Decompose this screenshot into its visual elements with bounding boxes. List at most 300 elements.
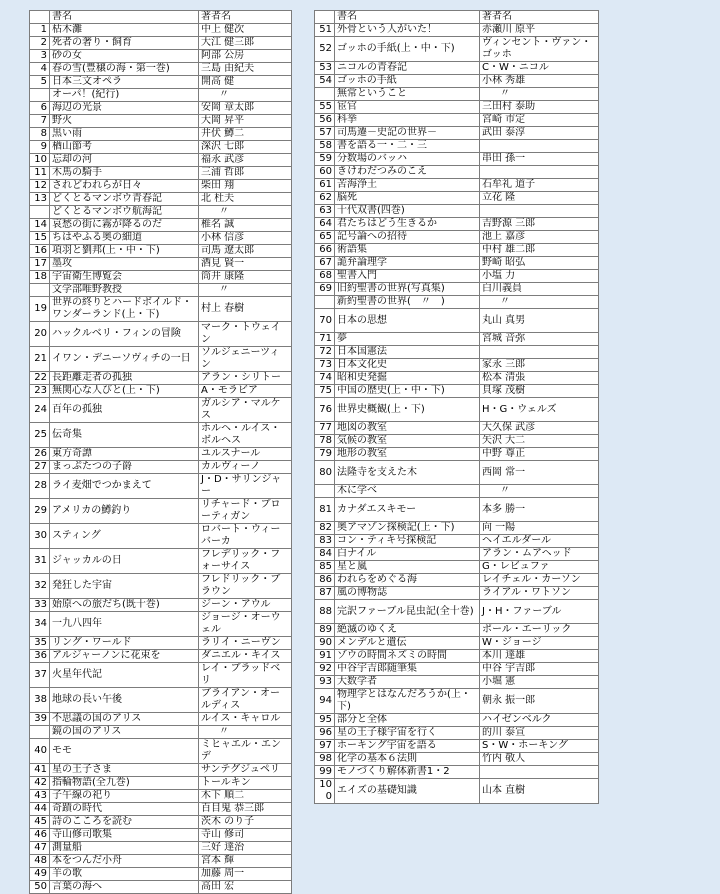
book-title: 詩のこころを読む xyxy=(50,816,199,829)
row-number: 35 xyxy=(30,637,50,650)
row-number: 26 xyxy=(30,448,50,461)
table-row xyxy=(315,244,599,257)
row-number: 94 xyxy=(315,689,335,714)
book-author: レイチェル・カーソン xyxy=(480,574,599,587)
book-author: 大岡 昇平 xyxy=(199,115,292,128)
row-number: 85 xyxy=(315,561,335,574)
row-number: 93 xyxy=(315,676,335,689)
table-row xyxy=(315,179,599,192)
book-title: 春の雪(豊穣の海・第一巻) xyxy=(50,63,199,76)
book-title: 旧約聖書の世界(写真集) xyxy=(335,283,480,296)
book-author: G・レビュファ xyxy=(480,561,599,574)
table-row xyxy=(315,385,599,398)
table-row xyxy=(30,868,292,881)
book-title: 日本国憲法 xyxy=(335,346,480,359)
row-number: 5 xyxy=(30,76,50,89)
row-number: 100 xyxy=(315,779,335,804)
book-title: 物理学とはなんだろうか(上・下) xyxy=(335,689,480,714)
book-title: 死者の奢り・飼育 xyxy=(50,37,199,50)
table-row xyxy=(30,423,292,448)
book-title: 大数学者 xyxy=(335,676,480,689)
table-row xyxy=(30,461,292,474)
row-number: 88 xyxy=(315,600,335,624)
table-row xyxy=(315,37,599,62)
book-title: 化学の基本６法則 xyxy=(335,753,480,766)
book-author: 三好 達治 xyxy=(199,842,292,855)
book-author: C・W・ニコル xyxy=(480,62,599,75)
book-author: 大久保 武彦 xyxy=(480,422,599,435)
row-number: 70 xyxy=(315,309,335,333)
book-author: 寺山 修司 xyxy=(199,829,292,842)
table-row xyxy=(30,663,292,688)
table-row xyxy=(315,637,599,650)
table-row xyxy=(315,398,599,422)
row-number: 3 xyxy=(30,50,50,63)
row-number: 81 xyxy=(315,498,335,522)
book-title: アルジャーノンに花束を xyxy=(50,650,199,663)
table-row xyxy=(315,296,599,309)
book-title: 夢 xyxy=(335,333,480,346)
book-author: S・W・ホーキング xyxy=(480,740,599,753)
book-author: 北 杜夫 xyxy=(199,193,292,206)
book-title: 星と嵐 xyxy=(335,561,480,574)
book-author: 貝塚 茂樹 xyxy=(480,385,599,398)
book-title: 聖書入門 xyxy=(335,270,480,283)
book-title: アメリカの鱒釣り xyxy=(50,499,199,524)
book-author: 家永 三郎 xyxy=(480,359,599,372)
row-number: 41 xyxy=(30,764,50,777)
row-number: 59 xyxy=(315,153,335,166)
book-title: 地図の教室 xyxy=(335,422,480,435)
book-title: 長距離走者の孤独 xyxy=(50,372,199,385)
book-author xyxy=(480,166,599,179)
book-title: 絶滅のゆくえ xyxy=(335,624,480,637)
row-number: 36 xyxy=(30,650,50,663)
book-author: 三島 由紀夫 xyxy=(199,63,292,76)
book-author: 小林 信彦 xyxy=(199,232,292,245)
book-title: 鏡の国のアリス xyxy=(50,726,199,739)
row-number: 10 xyxy=(30,154,50,167)
row-number: 21 xyxy=(30,347,50,372)
table-row xyxy=(30,574,292,599)
row-number: 76 xyxy=(315,398,335,422)
row-number: 72 xyxy=(315,346,335,359)
book-title: 奥アマゾン探検記(上・下) xyxy=(335,522,480,535)
row-number: 1 xyxy=(30,24,50,37)
table-row xyxy=(30,24,292,37)
book-title: 昭和史発掘 xyxy=(335,372,480,385)
book-title: 東方奇譚 xyxy=(50,448,199,461)
book-title: 星の王子様宇宙を行く xyxy=(335,727,480,740)
book-title: ゴッホの手紙 xyxy=(335,75,480,88)
book-author: ソルジェニーツィン xyxy=(199,347,292,372)
book-author: リチャード・ブローティガン xyxy=(199,499,292,524)
book-title: 書を語る一・二・三 xyxy=(335,140,480,153)
book-author: 本川 達雄 xyxy=(480,650,599,663)
table-row xyxy=(30,855,292,868)
book-author: 武田 泰淳 xyxy=(480,127,599,140)
book-title: 新約聖書の世界( 〃 ) xyxy=(335,296,480,309)
book-author: 〃 xyxy=(480,88,599,101)
row-number: 55 xyxy=(315,101,335,114)
book-title: モモ xyxy=(50,739,199,764)
table-row xyxy=(30,347,292,372)
row-number: 14 xyxy=(30,219,50,232)
book-author: 矢沢 大二 xyxy=(480,435,599,448)
table-row xyxy=(30,128,292,141)
book-title: 中国の歴史(上・中・下) xyxy=(335,385,480,398)
table-row xyxy=(30,167,292,180)
book-title: コン・ティキ号探検記 xyxy=(335,535,480,548)
row-number: 18 xyxy=(30,271,50,284)
book-title: 無常ということ xyxy=(335,88,480,101)
table-row xyxy=(30,816,292,829)
book-title: 部分と全体 xyxy=(335,714,480,727)
book-title: 発狂した宇宙 xyxy=(50,574,199,599)
book-title: 言葉の海へ xyxy=(50,881,199,894)
book-author: 松本 清張 xyxy=(480,372,599,385)
book-title: 無関心な人びと(上・下) xyxy=(50,385,199,398)
book-author: 中村 雄二郎 xyxy=(480,244,599,257)
row-number: 79 xyxy=(315,448,335,461)
table-row xyxy=(315,24,599,37)
table-row xyxy=(30,398,292,423)
book-author: ライアル・ワトソン xyxy=(480,587,599,600)
book-title: 野火 xyxy=(50,115,199,128)
book-title: ジャッカルの日 xyxy=(50,549,199,574)
table-row xyxy=(315,75,599,88)
book-author: 石牟礼 道子 xyxy=(480,179,599,192)
row-number: 23 xyxy=(30,385,50,398)
table-row xyxy=(315,689,599,714)
book-author: 木下 順二 xyxy=(199,790,292,803)
book-author: 柴田 翔 xyxy=(199,180,292,193)
book-author: 筒井 康隆 xyxy=(199,271,292,284)
row-number: 99 xyxy=(315,766,335,779)
row-number: 6 xyxy=(30,102,50,115)
table-row xyxy=(315,192,599,205)
book-title: どくとるマンボウ青春記 xyxy=(50,193,199,206)
book-author xyxy=(480,346,599,359)
table-row xyxy=(30,102,292,115)
book-author: 吉野源 三郎 xyxy=(480,218,599,231)
row-number: 61 xyxy=(315,179,335,192)
table-row xyxy=(315,535,599,548)
table-row xyxy=(30,842,292,855)
book-author: サンテグジュペリ xyxy=(199,764,292,777)
row-number xyxy=(30,89,50,102)
row-number: 71 xyxy=(315,333,335,346)
book-author: 阿部 公房 xyxy=(199,50,292,63)
table-row xyxy=(315,498,599,522)
header-title: 書名 xyxy=(50,11,199,24)
table-row xyxy=(315,740,599,753)
book-title: 外骨という人がいた！ xyxy=(335,24,480,37)
row-number: 82 xyxy=(315,522,335,535)
row-number: 4 xyxy=(30,63,50,76)
book-title: メンデルと遺伝 xyxy=(335,637,480,650)
book-author: 司馬 遼太郎 xyxy=(199,245,292,258)
table-row xyxy=(30,599,292,612)
book-author: 〃 xyxy=(199,89,292,102)
book-author: 井伏 鱒二 xyxy=(199,128,292,141)
table-row xyxy=(315,346,599,359)
book-author: 大江 健三郎 xyxy=(199,37,292,50)
row-number: 16 xyxy=(30,245,50,258)
book-author: フレドリック・ブラウン xyxy=(199,574,292,599)
book-title: 木馬の騎手 xyxy=(50,167,199,180)
row-number xyxy=(315,296,335,309)
table-row xyxy=(315,461,599,485)
row-number: 34 xyxy=(30,612,50,637)
row-number: 7 xyxy=(30,115,50,128)
table-row xyxy=(315,88,599,101)
book-title: 百年の孤独 xyxy=(50,398,199,423)
book-title: 科挙 xyxy=(335,114,480,127)
row-number xyxy=(315,485,335,498)
row-number: 50 xyxy=(30,881,50,894)
book-author: J・D・サリンジャー xyxy=(199,474,292,499)
table-row xyxy=(30,271,292,284)
row-number: 27 xyxy=(30,461,50,474)
book-title: 寺山修司歌集 xyxy=(50,829,199,842)
row-number xyxy=(30,206,50,219)
row-number: 83 xyxy=(315,535,335,548)
book-author: 西岡 常一 xyxy=(480,461,599,485)
row-number: 20 xyxy=(30,322,50,347)
book-author: 宮城 音弥 xyxy=(480,333,599,346)
table-row xyxy=(315,624,599,637)
book-title: 不思議の国のアリス xyxy=(50,713,199,726)
row-number: 13 xyxy=(30,193,50,206)
table-row xyxy=(315,62,599,75)
book-author: 三浦 哲郎 xyxy=(199,167,292,180)
header-number xyxy=(30,11,50,24)
row-number: 56 xyxy=(315,114,335,127)
book-title: 楢山節考 xyxy=(50,141,199,154)
row-number: 49 xyxy=(30,868,50,881)
book-author: 竹内 敬人 xyxy=(480,753,599,766)
book-title: 忘却の河 xyxy=(50,154,199,167)
book-title: どくとるマンボウ航海記 xyxy=(50,206,199,219)
book-title: ハックルベリ・フィンの冒険 xyxy=(50,322,199,347)
row-number: 95 xyxy=(315,714,335,727)
book-title: スティング xyxy=(50,524,199,549)
book-author: 椎名 誠 xyxy=(199,219,292,232)
header-author: 著者名 xyxy=(199,11,292,24)
book-title: されどわれらが日々 xyxy=(50,180,199,193)
table-row xyxy=(315,650,599,663)
table-row xyxy=(315,205,599,218)
book-author: 高田 宏 xyxy=(199,881,292,894)
table-row xyxy=(30,777,292,790)
table-row xyxy=(315,714,599,727)
book-title: 項羽と劉邦(上・中・下) xyxy=(50,245,199,258)
table-row xyxy=(30,688,292,713)
book-title: 指輪物語(全九巻) xyxy=(50,777,199,790)
table-row xyxy=(315,676,599,689)
header-row xyxy=(30,11,292,24)
table-row xyxy=(30,650,292,663)
table-row xyxy=(30,448,292,461)
row-number: 77 xyxy=(315,422,335,435)
table-row xyxy=(30,726,292,739)
book-title: ゴッホの手紙(上・中・下) xyxy=(335,37,480,62)
book-author: 赤瀬川 原平 xyxy=(480,24,599,37)
book-title: リング・ワールド xyxy=(50,637,199,650)
row-number: 84 xyxy=(315,548,335,561)
table-row xyxy=(30,297,292,322)
book-title: 測量船 xyxy=(50,842,199,855)
book-title: 日本三文オペラ xyxy=(50,76,199,89)
book-title: 本をつんだ小舟 xyxy=(50,855,199,868)
table-row xyxy=(315,101,599,114)
book-author: ホルヘ・ルイス・ボルヘス xyxy=(199,423,292,448)
book-author: 〃 xyxy=(199,726,292,739)
book-author xyxy=(480,766,599,779)
row-number: 65 xyxy=(315,231,335,244)
table-row xyxy=(315,448,599,461)
book-author: ミヒャエル・エンデ xyxy=(199,739,292,764)
row-number: 45 xyxy=(30,816,50,829)
row-number: 31 xyxy=(30,549,50,574)
book-title: 苦海浄土 xyxy=(335,179,480,192)
table-row xyxy=(315,283,599,296)
book-author: J・H・ファーブル xyxy=(480,600,599,624)
book-author: ラリイ・ニーヴン xyxy=(199,637,292,650)
row-number: 63 xyxy=(315,205,335,218)
book-title: 完訳ファーブル昆虫記(全十巻) xyxy=(335,600,480,624)
table-row xyxy=(30,115,292,128)
book-title: ゾウの時間ネズミの時間 xyxy=(335,650,480,663)
table-row xyxy=(315,309,599,333)
book-title: 黒い雨 xyxy=(50,128,199,141)
book-title: イワン・デニーソヴィチの一日 xyxy=(50,347,199,372)
row-number: 11 xyxy=(30,167,50,180)
book-title: われらをめぐる海 xyxy=(335,574,480,587)
book-title: 地球の長い午後 xyxy=(50,688,199,713)
header-number xyxy=(315,11,335,24)
book-title: ニコルの青春記 xyxy=(335,62,480,75)
row-number: 69 xyxy=(315,283,335,296)
book-author: 山本 直樹 xyxy=(480,779,599,804)
row-number: 8 xyxy=(30,128,50,141)
book-author: A・モラビア xyxy=(199,385,292,398)
book-author: 〃 xyxy=(199,284,292,297)
book-author: アラン・シリトー xyxy=(199,372,292,385)
book-author: ジョージ・オーウェル xyxy=(199,612,292,637)
table-row xyxy=(315,422,599,435)
book-title: 詭弁論理学 xyxy=(335,257,480,270)
row-number xyxy=(30,726,50,739)
book-author xyxy=(480,205,599,218)
book-title: 分数場のバッハ xyxy=(335,153,480,166)
book-title: 風の博物誌 xyxy=(335,587,480,600)
row-number: 51 xyxy=(315,24,335,37)
book-author: 〃 xyxy=(480,296,599,309)
table-row xyxy=(315,485,599,498)
book-author: ヘイエルダール xyxy=(480,535,599,548)
book-author: 〃 xyxy=(199,206,292,219)
row-number: 62 xyxy=(315,192,335,205)
table-row xyxy=(315,753,599,766)
row-number: 46 xyxy=(30,829,50,842)
book-author: ヴィンセント・ヴァン・ゴッホ xyxy=(480,37,599,62)
table-row xyxy=(30,790,292,803)
book-author: ジーン・アウル xyxy=(199,599,292,612)
table-row xyxy=(30,76,292,89)
row-number: 92 xyxy=(315,663,335,676)
row-number: 54 xyxy=(315,75,335,88)
table-row xyxy=(315,127,599,140)
book-author xyxy=(480,140,599,153)
book-author: 中野 尊正 xyxy=(480,448,599,461)
book-author: 〃 xyxy=(480,485,599,498)
book-author: 開高 健 xyxy=(199,76,292,89)
row-number: 22 xyxy=(30,372,50,385)
row-number: 48 xyxy=(30,855,50,868)
book-title: 伝奇集 xyxy=(50,423,199,448)
table-row xyxy=(30,549,292,574)
row-number: 33 xyxy=(30,599,50,612)
table-row xyxy=(315,766,599,779)
book-title: 哀愁の街に霧が降るのだ xyxy=(50,219,199,232)
row-number xyxy=(30,284,50,297)
book-title: 中谷宇吉郎随筆集 xyxy=(335,663,480,676)
row-number: 37 xyxy=(30,663,50,688)
book-author: フレデリック・フォーサイス xyxy=(199,549,292,574)
book-author: ブライアン・オールディス xyxy=(199,688,292,713)
book-author: ダニエル・キイス xyxy=(199,650,292,663)
table-row xyxy=(315,435,599,448)
book-title: 白ナイル xyxy=(335,548,480,561)
book-title: 司馬遷－史記の世界－ xyxy=(335,127,480,140)
book-title: 脳死 xyxy=(335,192,480,205)
book-title: 世界史概観(上・下) xyxy=(335,398,480,422)
table-row xyxy=(315,561,599,574)
row-number: 15 xyxy=(30,232,50,245)
table-row xyxy=(315,359,599,372)
book-title: 記号論への招待 xyxy=(335,231,480,244)
book-title: 十代双書(四巻) xyxy=(335,205,480,218)
row-number: 32 xyxy=(30,574,50,599)
row-number: 74 xyxy=(315,372,335,385)
book-author: 三田村 泰助 xyxy=(480,101,599,114)
row-number: 91 xyxy=(315,650,335,663)
row-number: 28 xyxy=(30,474,50,499)
book-author: 立花 隆 xyxy=(480,192,599,205)
book-author: 野崎 昭弘 xyxy=(480,257,599,270)
table-row xyxy=(30,637,292,650)
table-row xyxy=(30,141,292,154)
table-row xyxy=(315,574,599,587)
table-row xyxy=(315,153,599,166)
book-author: 酒見 賢一 xyxy=(199,258,292,271)
row-number: 64 xyxy=(315,218,335,231)
row-number: 53 xyxy=(315,62,335,75)
book-author: 安岡 章太郎 xyxy=(199,102,292,115)
book-title: ライ麦畑でつかまえて xyxy=(50,474,199,499)
row-number: 39 xyxy=(30,713,50,726)
row-number: 60 xyxy=(315,166,335,179)
book-title: 墨攻 xyxy=(50,258,199,271)
book-author: 小堀 憲 xyxy=(480,676,599,689)
book-author: 池上 嘉彦 xyxy=(480,231,599,244)
table-row xyxy=(30,284,292,297)
table-row xyxy=(30,803,292,816)
row-number: 29 xyxy=(30,499,50,524)
book-author: 加藤 周一 xyxy=(199,868,292,881)
